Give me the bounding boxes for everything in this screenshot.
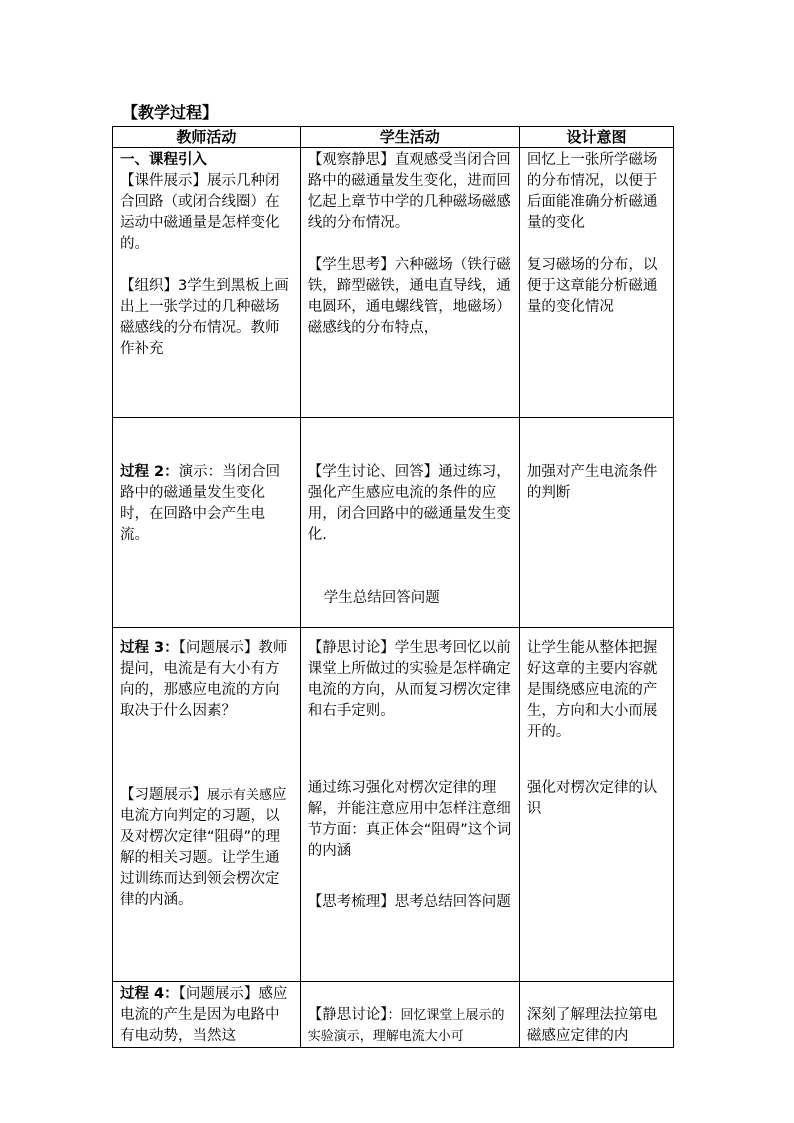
teacher-cell [113,148,301,418]
intent-cell [519,418,673,628]
intent-text: 让学生能从整体把握好这章的主要内容就是围绕感应电流的产生，方向和大小而展开的。 [526,640,658,740]
teacher-tag: 【习题展示】 [120,787,207,803]
student-cell [300,628,519,982]
intent-cell [519,982,673,1048]
student-text: 【思考梳理】思考总结回答问题 [307,894,511,910]
teacher-text: 应电流方向判定的习题，以及对楞次定律“阻碍”的理解的相关习题。让学生通过训练而达到领会楞次定律的内涵。 [120,787,287,908]
intent-text: 强化对楞次定律的认识 [526,780,658,817]
lesson-table [112,126,674,1048]
intent-text: 加强对产生电流条件的判断 [526,464,658,501]
column-header-intent: 设计意图 [519,127,673,148]
teacher-text: 【问题展示】感应电流的产生是因为电路中有电动势，当然这 [120,986,288,1044]
student-text: 通过练习强化对楞次定律的理解，并能注意应用中怎样注意细节方面：真正体会“阻碍”这个词的内涵 [307,780,512,859]
teacher-cell [113,982,301,1048]
teacher-cell [113,628,301,982]
section-heading: 【教学过程】 [122,103,219,122]
column-header-teacher: 教师活动 [113,127,301,148]
process-label: 过程 3： [120,640,179,656]
table-row [113,628,674,982]
student-cell [300,148,519,418]
column-header-student: 学生活动 [300,127,519,148]
intent-text: 深刻了解理法拉第电磁感应定律的内 [526,1007,658,1044]
student-text: 【观察静思】直观感受当闭合回路中的磁通量发生变化，进而回忆起上章节中学的几种磁场磁感线的分布情况。 [307,152,511,231]
teacher-text: 演示：当闭合回路中的磁通量发生变化时，在回路中会产生电流。 [120,464,281,543]
teacher-text: 【问题展示】教师提问，电流是有大小有方向的，那感应电流的方向取决于什么因素？ [120,640,288,719]
teacher-text-small: 展示有关感 [207,788,273,803]
process-label: 过程 4： [120,986,179,1002]
intent-cell [519,628,673,982]
process-label: 过程 2： [120,464,179,480]
table-row [113,418,674,628]
student-text: 【学生讨论、回答】通过练习，强化产生感应电流的条件的应用，闭合回路中的磁通量发生变化. [307,464,511,543]
teacher-text: 【课件展示】展示几种闭合回路（或闭合线圈）在运动中磁通量是怎样变化的。 [120,173,280,252]
student-text: 【静思讨论】学生思考回忆以前课堂上所做过的实验是怎样确定电流的方向，从而复习楞次定律和右手定则。 [307,640,511,719]
student-cell [300,418,519,628]
row-title: 一、课程引入 [120,152,207,168]
teacher-cell [113,418,301,628]
student-text: 学生总结回答问题 [323,590,440,606]
intent-cell [519,148,673,418]
table-row [113,982,674,1048]
intent-text: 复习磁场的分布，以便于这章能分析磁通量的变化情况 [526,257,658,315]
table-header-row [113,127,674,148]
intent-text: 回忆上一张所学磁场的分布情况，以便于后面能准确分析磁通量的变化 [526,152,658,231]
student-tag: 【静思讨论】 [307,1007,388,1023]
student-text: 【学生思考】六种磁场（铁行磁铁，蹄型磁铁，通电直导线，通电圆环，通电螺线管，地磁场）磁感线的分布特点， [307,257,511,336]
student-text-small: ：回忆课堂上展示的实验演示，理解电流大小可 [307,1008,505,1044]
teacher-text: 【组织】3学生到黑板上画出上一张学过的几种磁场磁感线的分布情况。教师作补充 [120,278,289,357]
student-cell [300,982,519,1048]
table-row [113,148,674,418]
